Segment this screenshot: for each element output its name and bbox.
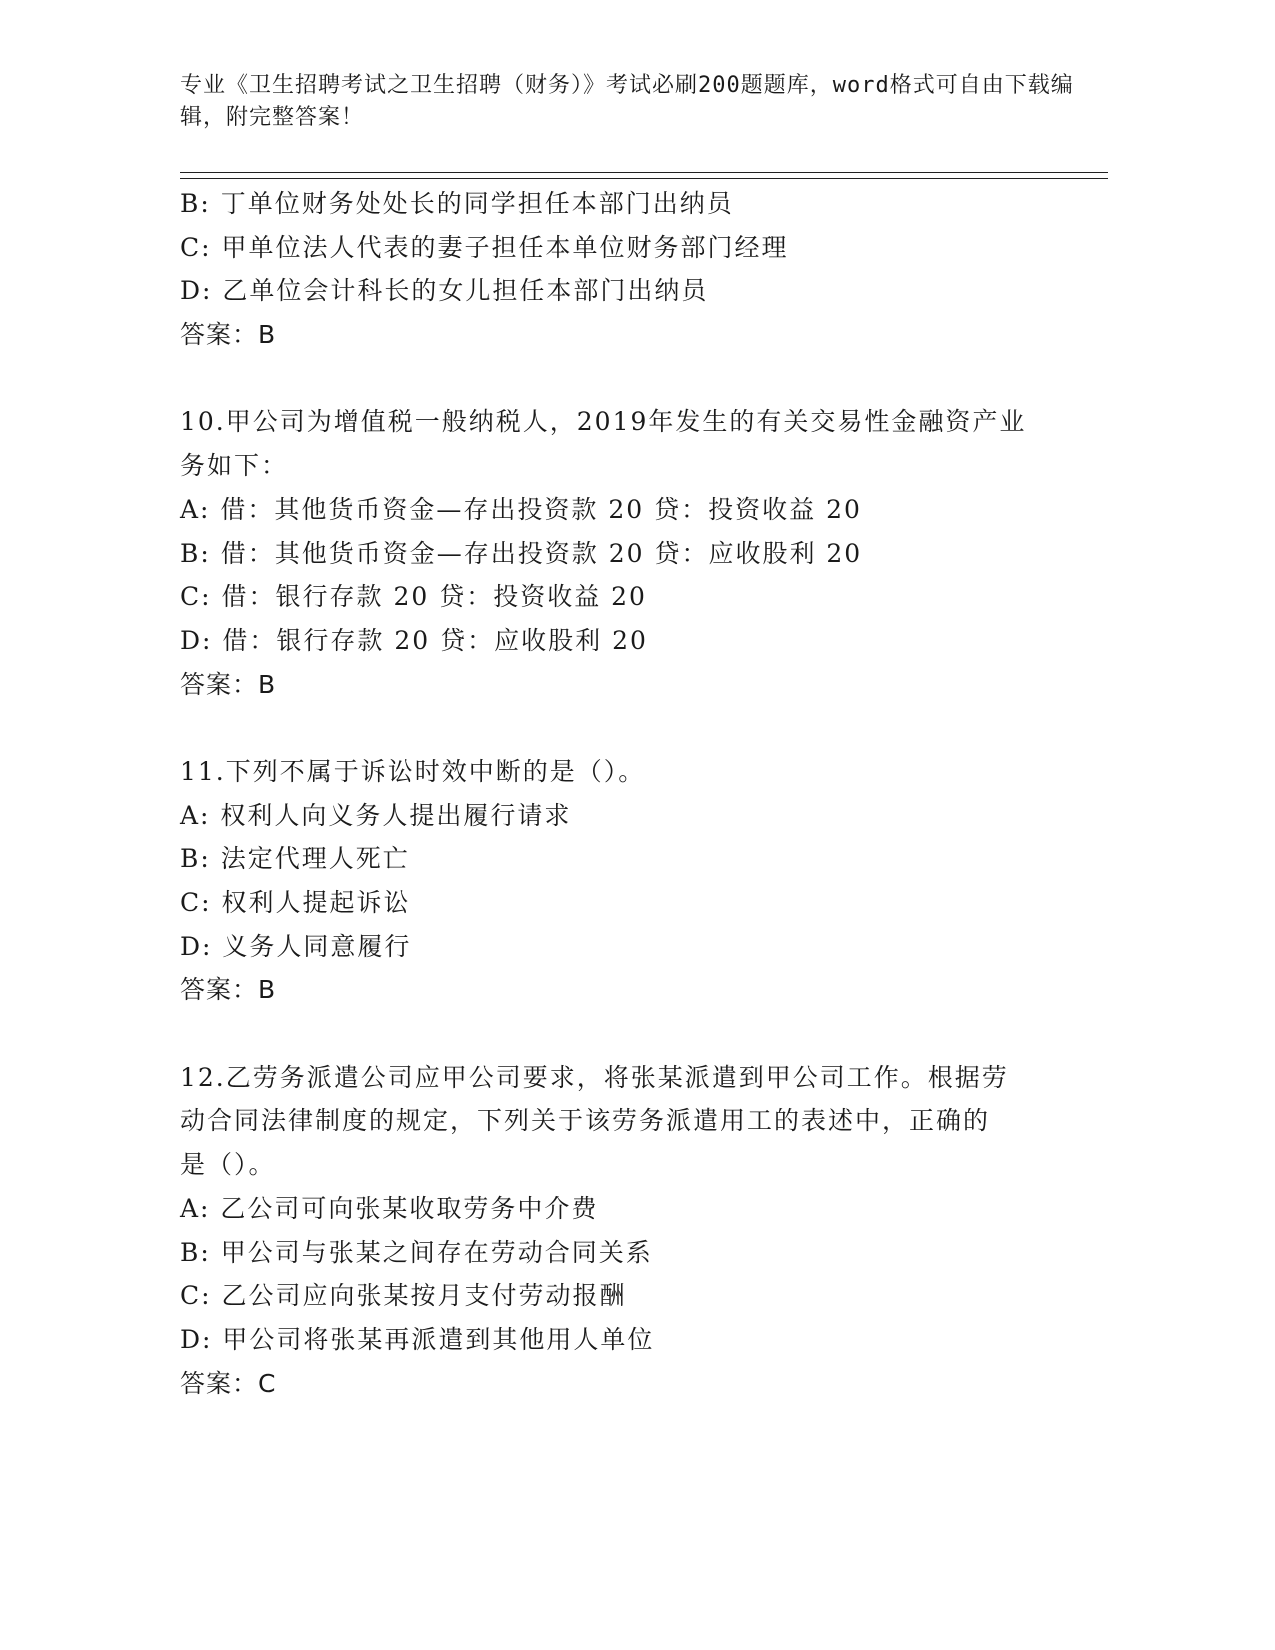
- question-12: [180, 1056, 1080, 1406]
- option-b: B: 法定代理人死亡: [180, 844, 410, 874]
- question-stem-end: 是（）。: [180, 1150, 276, 1180]
- answer: 答案：B: [180, 669, 277, 699]
- option-c: C: 借：银行存款 20 贷：投资收益 20: [180, 582, 647, 612]
- option-c: C: 乙公司应向张某按月支付劳动报酬: [180, 1281, 627, 1311]
- option-a: A: 借：其他货币资金—存出投资款 20 贷：投资收益 20: [180, 494, 862, 524]
- option-d: D: 义务人同意履行: [180, 931, 412, 961]
- option-c: C: 权利人提起诉讼: [180, 888, 411, 917]
- option-b: B: 丁单位财务处处长的同学担任本部门出纳员: [180, 189, 734, 218]
- option-d: D: 乙单位会计科长的女儿担任本部门出纳员: [180, 276, 709, 306]
- question-list: [180, 182, 1080, 1405]
- question-stem: 10.甲公司为增值税一般纳税人，2019年发生的有关交易性金融资产业: [180, 407, 1027, 437]
- document-header: 专业《卫生招聘考试之卫生招聘（财务）》考试必刷200题题库，word格式可自由下载编辑，附完整答案！: [180, 73, 1074, 130]
- header-divider-top: [180, 172, 1108, 173]
- answer: 答案：B: [180, 975, 277, 1005]
- option-b: B: 借：其他货币资金—存出投资款 20 贷：应收股利 20: [180, 538, 863, 568]
- header-divider-bottom: [180, 178, 1108, 179]
- question-stem-cont: 动合同法律制度的规定，下列关于该劳务派遣用工的表述中，正确的: [180, 1106, 991, 1136]
- option-d: D: 甲公司将张某再派遣到其他用人单位: [180, 1324, 655, 1354]
- spacer: [180, 357, 1080, 401]
- answer: 答案：B: [180, 320, 277, 350]
- question-11: [180, 750, 1080, 1012]
- option-a: A: 权利人向义务人提出履行请求: [180, 800, 572, 830]
- question-stem-cont: 务如下：: [180, 451, 289, 481]
- option-d: D: 借：银行存款 20 贷：应收股利 20: [180, 625, 648, 655]
- question-10: [180, 400, 1080, 706]
- option-c: C: 甲单位法人代表的妻子担任本单位财务部门经理: [180, 232, 789, 262]
- answer: 答案：C: [180, 1368, 277, 1398]
- spacer: [180, 706, 1080, 750]
- question-stem: 11.下列不属于诉讼时效中断的是（）。: [180, 756, 646, 786]
- option-b: B: 甲公司与张某之间存在劳动合同关系: [180, 1237, 653, 1267]
- question-stem: 12.乙劳务派遣公司应甲公司要求，将张某派遣到甲公司工作。根据劳: [180, 1062, 1009, 1092]
- spacer: [180, 1012, 1080, 1056]
- option-a: A: 乙公司可向张某收取劳务中介费: [180, 1193, 599, 1223]
- question-9: [180, 182, 1080, 357]
